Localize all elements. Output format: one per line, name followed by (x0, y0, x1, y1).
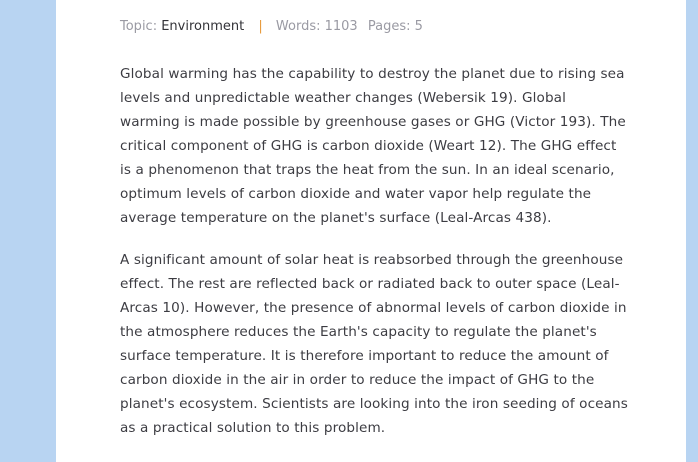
topic-value[interactable]: Environment (161, 19, 245, 34)
essay-meta (120, 17, 423, 37)
paragraph-2: A significant amount of solar heat is reabsorbed through the greenhouse effect. The rest are reflected back or radiated back to outer space (Leal-Arcas 10). However, the presence of abnormal levels of carbon dioxide in the atmosphere reduces the Earth's capacity to regulate the planet's surface temperature. It is therefore important to reduce the amount of carbon dioxide in the air in order to reduce the impact of GHG to the planet's ecosystem. Scientists are looking into the iron seeding of oceans as a practical solution to this problem. (120, 252, 628, 436)
next-heading-cut-off (120, 450, 420, 462)
essay-card (56, 0, 686, 462)
topic-label: Topic: (120, 19, 158, 34)
paragraph-1: Global warming has the capability to destroy the planet due to rising sea levels and unpredictable weather changes (Webersik 19). Global warming is made possible by greenhouse gases or GHG (Victor 193). The critical component of GHG is carbon dioxide (Weart 12). The GHG effect is a phenomenon that traps the heat from the sun. In an ideal scenario, optimum levels of carbon dioxide and water vapor help regulate the average temperature on the planet's surface (Leal-Arcas 438). (120, 66, 626, 226)
page-count: Pages: 5 (367, 19, 423, 34)
meta-separator: | (258, 19, 263, 34)
essay-body (120, 62, 630, 458)
essay-title-cut-off (120, 0, 640, 4)
word-count: Words: 1103 (275, 19, 358, 34)
